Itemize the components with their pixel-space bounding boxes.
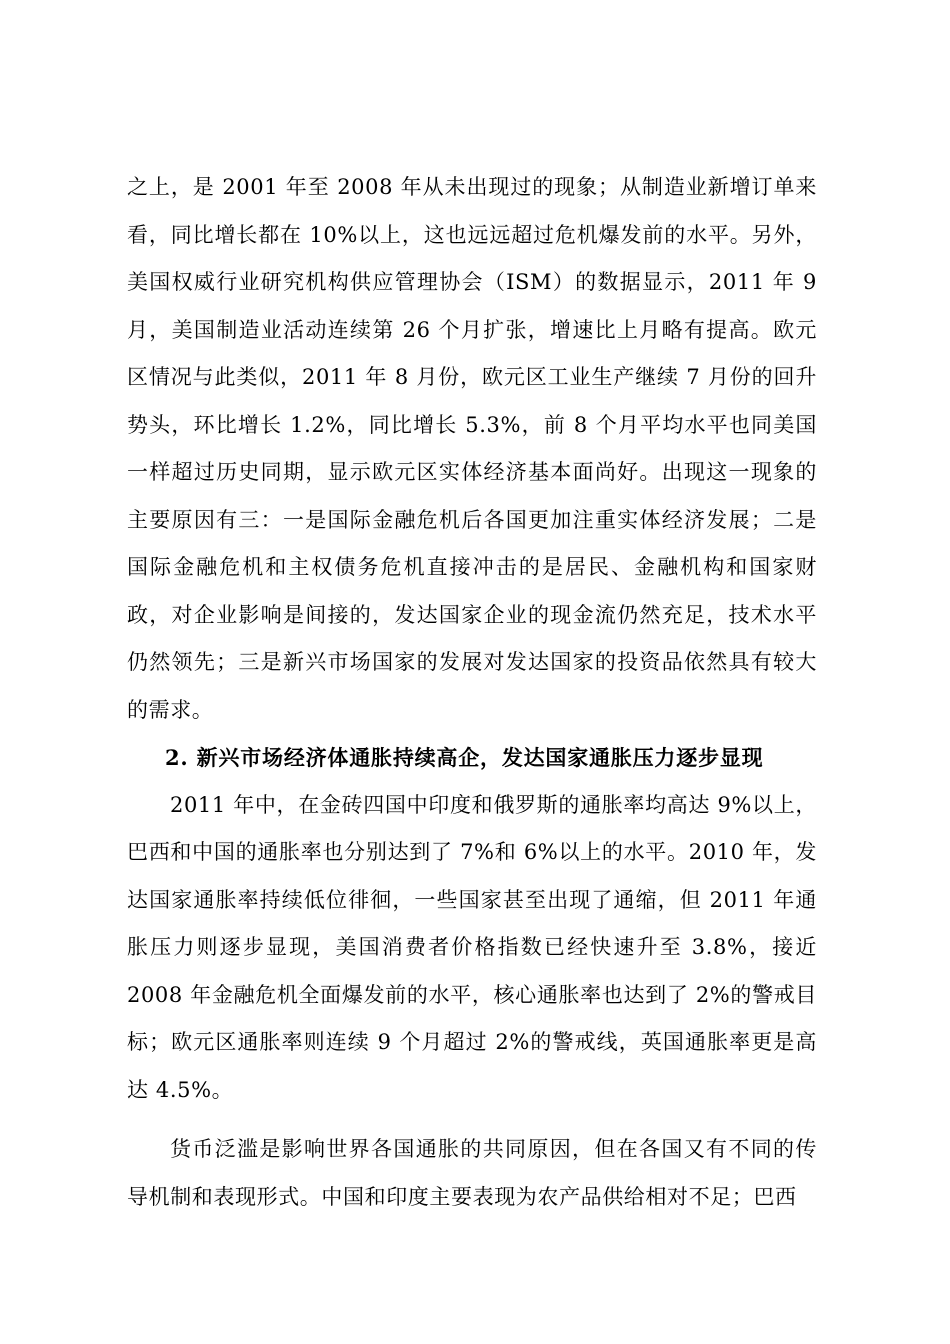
body-paragraph-1: 之上，是 2001 年至 2008 年从未出现过的现象；从制造业新增订单来看，同比增长都在 10%以上，这也远远超过危机爆发前的水平。另外，美国权威行业研究机构供应管理协会（ISM）的数据显示，2011 年 9 月，美国制造业活动连续第 26 个月扩张，增速比上月略有提高。欧元区情况与此类似，2011 年 8 月份，欧元区工业生产继续 7 月份的回升势头，环比增长 1.2%，同比增长 5.3%，前 8 个月平均水平也同美国一样超过历史同期，显示欧元区实体经济基本面尚好。出现这一现象的主要原因有三：一是国际金融危机后各国更加注重实体经济发展；二是国际金融危机和主权债务危机直接冲击的是居民、金融机构和国家财政，对企业影响是间接的，发达国家企业的现金流仍然充足，技术水平仍然领先；三是新兴市场国家的发展对发达国家的投资品依然具有较大的需求。 <box>127 175 817 722</box>
paragraph-spacer <box>127 1114 817 1126</box>
body-paragraph-3: 货币泛滥是影响世界各国通胀的共同原因，但在各国又有不同的传导机制和表现形式。中国和印度主要表现为农产品供给相对不足；巴西 <box>127 1137 817 1209</box>
body-paragraph-2: 2011 年中，在金砖四国中印度和俄罗斯的通胀率均高达 9%以上，巴西和中国的通胀率也分别达到了 7%和 6%以上的水平。2010 年，发达国家通胀率持续低位徘徊，一些国家甚至出现了通缩，但 2011 年通胀压力则逐步显现，美国消费者价格指数已经快速升至 3.8%，接近 2008 年金融危机全面爆发前的水平，核心通胀率也达到了 2%的警戒目标；欧元区通胀率则连续 9 个月超过 2%的警戒线，英国通胀率更是高达 4.5%。 <box>127 792 817 1102</box>
document-body <box>127 164 817 1221</box>
section-heading-2: 2. 新兴市场经济体通胀持续高企，发达国家通胀压力逐步显现 <box>165 745 764 770</box>
